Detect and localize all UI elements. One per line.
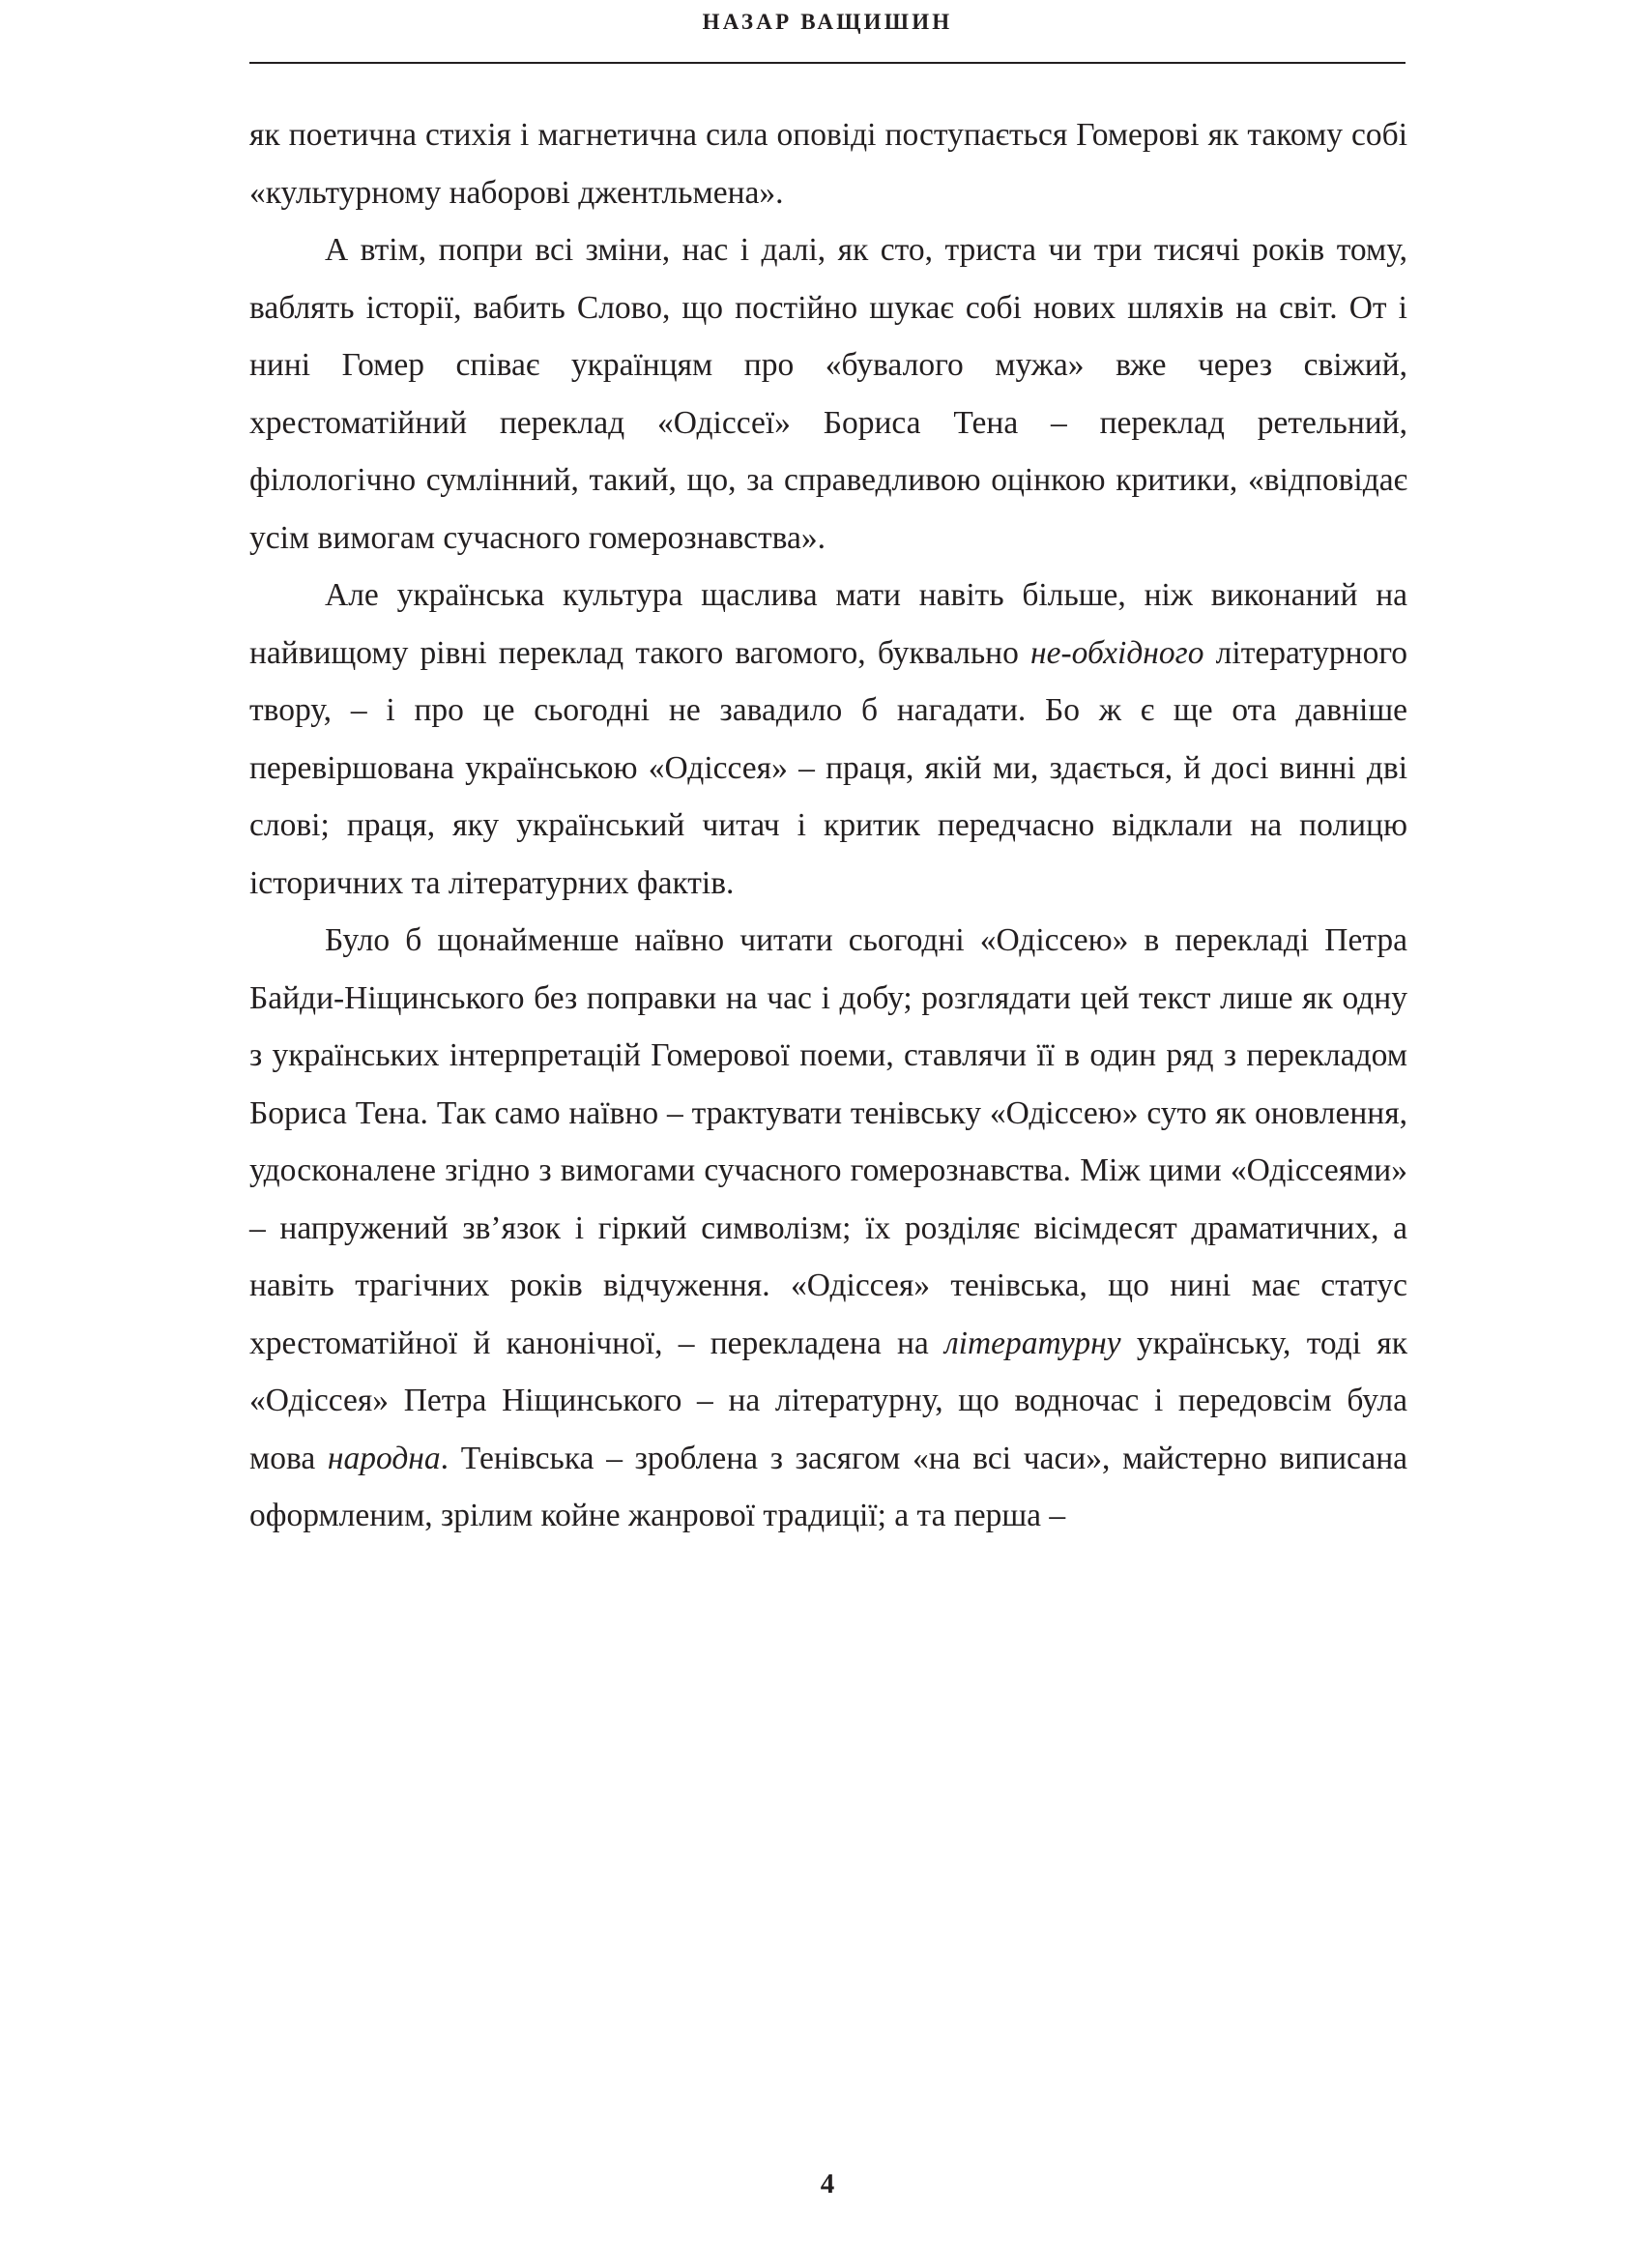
paragraph: А втім, попри всі зміни, нас і далі, як сто, триста чи три тисячі років тому, ваблять історії, вабить Слово, що постійно шукає собі нових шляхів на світ. От і нині Гомер співає українцям про «бувалого мужа» вже через свіжий, хрестоматійний переклад «Одіссеї» Бориса Тена – переклад ретельний, філологічно сумлінний, такий, що, за справедливою оцінкою критики, «відповідає усім вимогам сучасного гомерознавства». — [249, 232, 1407, 556]
paragraph: Було б щонайменше наївно читати сьогодні «Одіссею» в перекладі Петра Байди-Ніщинського без поправки на час і добу; розглядати цей текст лише як одну з українських інтерпретацій Гомерової поеми, ставлячи її в один ряд з перекладом Бориса Тена. Так само наївно – трактувати тенівську «Одіссею» суто як оновлення, удосконалене згідно з вимогами сучасного гомерознавства. Між цими «Одіссеями» – напружений зв’язок і гіркий символізм; їх розділяє вісімдесят драматичних, а навіть трагічних років відчуження. «Одіссея» тенівська, що нині має статус хрестоматійної й канонічної, – перекладена на літературну українську, тоді як «Одіссея» Петра Ніщинського – на літературну, що водночас і передовсім була мова народна. Тенівська – зроблена з засягом «на всі часи», майстерно виписана оформленим, зрілим койне жанрової традиції; а та перша – — [249, 922, 1407, 1533]
body-text — [249, 106, 1407, 1545]
emphasis-text: народна — [327, 1440, 441, 1476]
running-head: НАЗАР ВАЩИШИН — [702, 10, 953, 34]
paragraph: як поетична стихія і магнетична сила оповіді поступається Гомерові як такому собі «культурному наборові джентльмена». — [249, 117, 1407, 211]
page-number: 4 — [820, 2169, 835, 2199]
emphasis-text: не-обхідного — [1030, 634, 1204, 671]
emphasis-text: літературну — [944, 1325, 1121, 1361]
header-rule — [249, 62, 1406, 64]
paragraph: Але українська культура щаслива мати навіть більше, ніж виконаний на найвищому рівні переклад такого вагомого, буквально не-обхідного літературного твору, – і про це сьогодні не завадило б нагадати. Бо ж є ще ота давніше перевіршована українською «Одіссея» – праця, якій ми, здається, й досі винні дві слові; праця, яку український читач і критик передчасно відклали на полицю історичних та літературних фактів. — [249, 577, 1407, 901]
